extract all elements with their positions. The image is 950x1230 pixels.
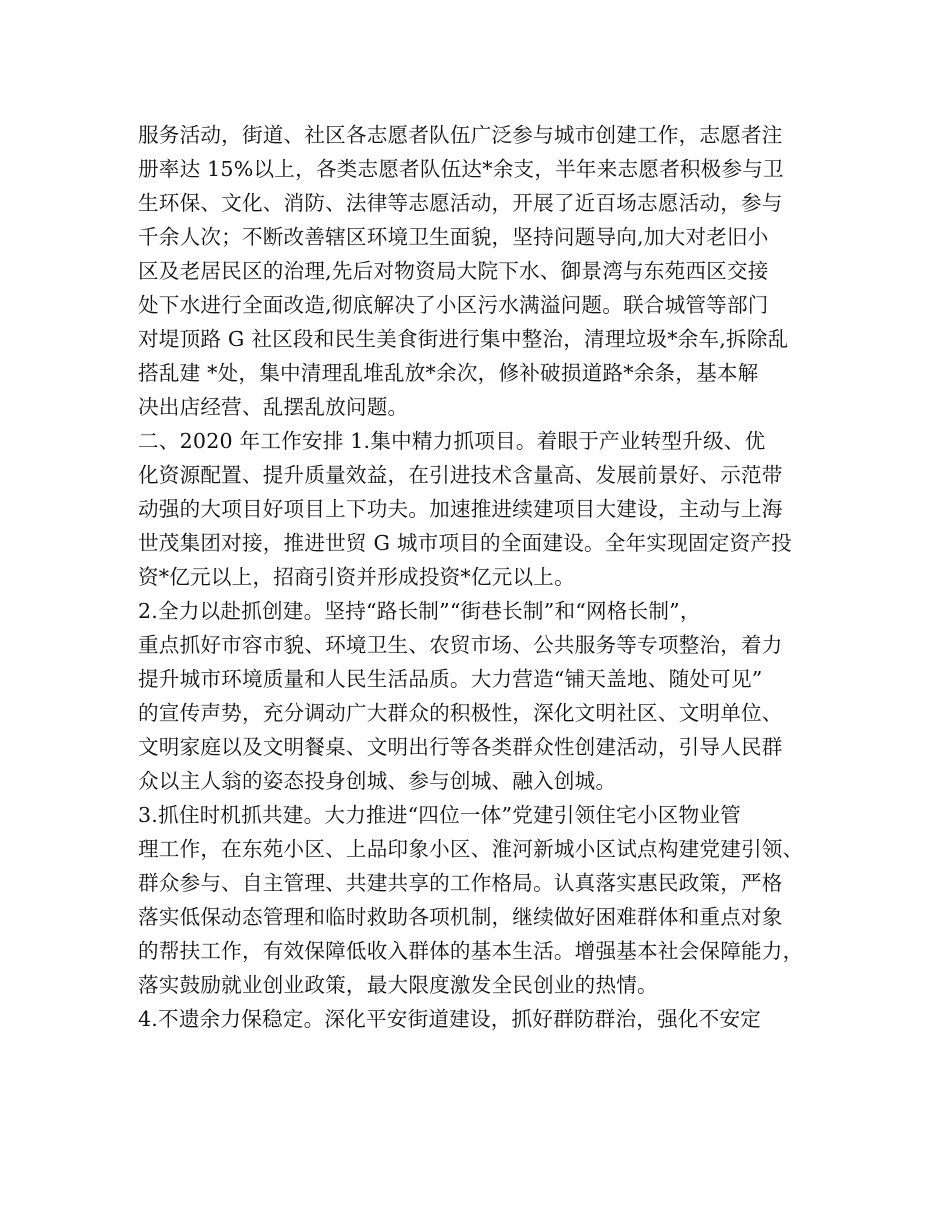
text-line: 动强的大项目好项目上下功夫。加速推进续建项目大建设，主动与上海: [138, 497, 783, 521]
text-line: 化资源配置、提升质量效益，在引进技术含量高、发展前景好、示范带: [138, 463, 783, 487]
text-line: 资*亿元以上，招商引资并形成投资*亿元以上。: [138, 565, 575, 589]
section-heading-line: 二、2020 年工作安排 1.集中精力抓项目。着眼于产业转型升级、优: [138, 429, 766, 453]
text-line: 区及老居民区的治理,先后对物资局大院下水、御景湾与东苑西区交接: [138, 259, 769, 283]
text-line: 的帮扶工作，有效保障低收入群体的基本生活。增强基本社会保障能力，: [138, 939, 804, 963]
text-line: 对堤顶路 G 社区段和民生美食街进行集中整治，清理垃圾*余车,拆除乱: [138, 327, 789, 351]
text-line: 决出店经营、乱摆乱放问题。: [138, 395, 409, 419]
text-line: 落实低保动态管理和临时救助各项机制，继续做好困难群体和重点对象: [138, 905, 783, 929]
text-line: 生环保、文化、消防、法律等志愿活动，开展了近百场志愿活动，参与: [138, 191, 783, 215]
body-text: [138, 118, 838, 1036]
text-line: 众以主人翁的姿态投身创城、参与创城、融入创城。: [138, 769, 617, 793]
text-line: 理工作，在东苑小区、上品印象小区、淮河新城小区试点构建党建引领、: [138, 837, 804, 861]
text-line: 处下水进行全面改造,彻底解决了小区污水满溢问题。联合城管等部门: [138, 293, 769, 317]
text-line: 文明家庭以及文明餐桌、文明出行等各类群众性创建活动，引导人民群: [138, 735, 783, 759]
item-heading-line: 4.不遗余力保稳定。深化平安街道建设，抓好群防群治，强化不安定: [138, 1007, 762, 1031]
text-line: 群众参与、自主管理、共建共享的工作格局。认真落实惠民政策，严格: [138, 871, 783, 895]
text-line: 世茂集团对接，推进世贸 G 城市项目的全面建设。全年实现固定资产投: [138, 531, 792, 555]
text-line: 册率达 15%以上，各类志愿者队伍达*余支，半年来志愿者积极参与卫: [138, 157, 784, 181]
text-line: 千余人次；不断改善辖区环境卫生面貌，坚持问题导向,加大对老旧小: [138, 225, 769, 249]
text-line: 落实鼓励就业创业政策，最大限度激发全民创业的热情。: [138, 973, 658, 997]
text-line: 搭乱建 *处，集中清理乱堆乱放*余次，修补破损道路*余条，基本解: [138, 361, 759, 385]
text-line: 服务活动，街道、社区各志愿者队伍广泛参与城市创建工作，志愿者注: [138, 123, 783, 147]
text-line: 提升城市环境质量和人民生活品质。大力营造“铺天盖地、随处可见”: [138, 667, 763, 691]
text-line: 重点抓好市容市貌、环境卫生、农贸市场、公共服务等专项整治，着力: [138, 633, 783, 657]
item-heading-line: 2.全力以赴抓创建。坚持“路长制”“街巷长制”和“网格长制”，: [138, 599, 701, 623]
text-line: 的宣传声势，充分调动广大群众的积极性，深化文明社区、文明单位、: [138, 701, 783, 725]
item-heading-line: 3.抓住时机抓共建。大力推进“四位一体”党建引领住宅小区物业管: [138, 803, 741, 827]
